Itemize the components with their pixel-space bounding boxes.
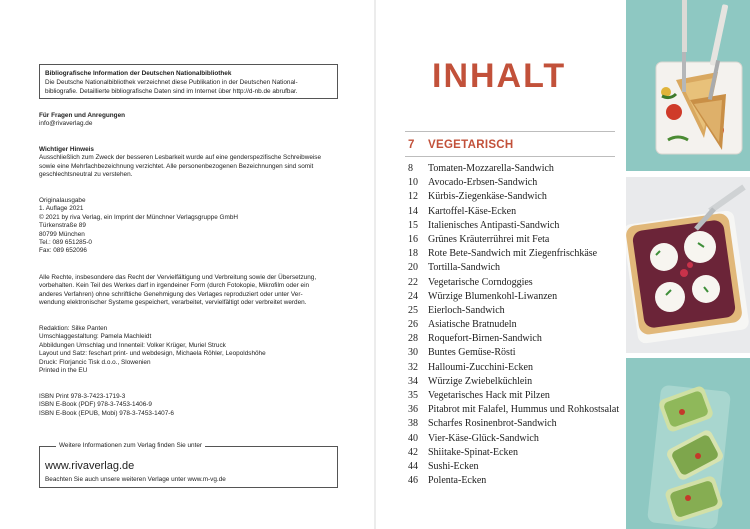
toc-entry-label: Roquefort-Birnen-Sandwich xyxy=(428,333,542,345)
toc-entry[interactable] xyxy=(408,460,619,474)
publisher-info-box xyxy=(39,442,338,488)
edition-line: Tel.: 089 651285-0 xyxy=(39,239,92,247)
info-note: Beachten Sie auch unsere weiteren Verlage unter www.m-vg.de xyxy=(45,476,226,483)
toc-entry-page: 40 xyxy=(408,432,418,444)
toc-entry-label: Tomaten-Mozzarella-Sandwich xyxy=(428,163,554,174)
toc-entry[interactable] xyxy=(408,304,619,318)
toast-sandwich-image xyxy=(626,0,750,171)
toc-entry[interactable] xyxy=(408,190,619,204)
toc-entry-page: 8 xyxy=(408,163,413,174)
toc-entry-label: Buntes Gemüse-Rösti xyxy=(428,347,516,359)
toc-entry-page: 18 xyxy=(408,248,418,260)
toc-entry-label: Scharfes Rosinenbrot-Sandwich xyxy=(428,418,557,430)
notice-line: geschlechtsneutral zu verstehen. xyxy=(39,171,133,179)
toc-entry-label: Halloumi-Zucchini-Ecken xyxy=(428,361,533,373)
toc-entry-page: 34 xyxy=(408,375,418,387)
toc-entry-label: Pitabrot mit Falafel, Hummus und Rohkostsalat xyxy=(428,404,620,416)
rights-line: anderes Verfahren) ohne schriftliche Genehmigung des Verlages reproduziert oder unter Ver- xyxy=(39,290,303,298)
biblio-line: Die Deutsche Nationalbibliothek verzeichnet diese Publikation in der Deutschen National- xyxy=(45,79,298,86)
toc-entry-label: Vier-Käse-Glück-Sandwich xyxy=(428,432,539,444)
edition-block xyxy=(39,197,339,256)
credits-line: Redaktion: Silke Panten xyxy=(39,325,108,332)
isbn-line: ISBN Print 978-3-7423-1719-3 xyxy=(39,393,126,400)
toc-entry-page: 26 xyxy=(408,319,418,331)
credits-line: Druck: Florjancic Tisk d.o.o., Slowenien xyxy=(39,358,151,366)
edition-line: Originalausgabe xyxy=(39,197,86,204)
toc-entry-label: Asiatische Bratnudeln xyxy=(428,319,517,331)
zucchini-rolls-photo xyxy=(626,358,750,529)
section-heading xyxy=(408,139,514,151)
edition-line: Türkenstraße 89 xyxy=(39,222,86,230)
contact-block xyxy=(39,112,339,129)
contact-heading: Für Fragen und Anregungen xyxy=(39,112,126,119)
toc-entry-page: 28 xyxy=(408,333,418,345)
notice-heading: Wichtiger Hinweis xyxy=(39,146,94,153)
beet-sandwich-image xyxy=(626,177,750,353)
contact-email: info@rivaverlag.de xyxy=(39,120,93,128)
toc-entry[interactable] xyxy=(408,290,619,304)
beet-sandwich-photo xyxy=(626,177,750,353)
rights-line: Alle Rechte, insbesondere das Recht der Vervielfältigung und Verbreitung sowie der Übersetzung, xyxy=(39,274,317,281)
credits-line: Layout und Satz: feschart print- und webdesign, Michaela Röhler, Leopoldshöhe xyxy=(39,350,266,358)
publisher-url-link[interactable]: www.rivaverlag.de xyxy=(45,460,135,472)
toc-entry[interactable] xyxy=(408,474,619,488)
edition-line: © 2021 by riva Verlag, ein Imprint der Münchner Verlagsgruppe GmbH xyxy=(39,213,239,221)
section-rule-top xyxy=(405,131,615,132)
credits-line: Abbildungen Umschlag und Innenteil: Volker Krüger, Muriel Struck xyxy=(39,341,226,349)
credits-block xyxy=(39,325,339,375)
toc-entry-label: Grünes Kräuterrührei mit Feta xyxy=(428,233,550,245)
toc-entry-page: 36 xyxy=(408,404,418,416)
zucchini-rolls-image xyxy=(626,358,750,529)
isbn-line: ISBN E-Book (EPUB, Mobi) 978-3-7453-1407-6 xyxy=(39,409,174,417)
toc-entry-page: 42 xyxy=(408,446,418,458)
toc-entry[interactable] xyxy=(408,176,619,190)
toc-entry[interactable] xyxy=(408,403,619,417)
info-caption: Weitere Informationen zum Verlag finden Sie unter xyxy=(56,442,205,449)
toc-entry[interactable] xyxy=(408,247,619,261)
toc-entry-page: 44 xyxy=(408,460,418,472)
toc-entry[interactable] xyxy=(408,332,619,346)
biblio-box xyxy=(39,64,338,99)
toc-entry[interactable] xyxy=(408,162,619,176)
toc-entry-page: 20 xyxy=(408,262,418,274)
toc-entry-page: 38 xyxy=(408,418,418,430)
edition-line: Fax: 089 652096 xyxy=(39,247,87,255)
toc-list xyxy=(408,162,619,488)
toc-entry-label: Vegetarische Corndoggies xyxy=(428,276,533,288)
toc-entry-page: 10 xyxy=(408,177,418,189)
toc-entry[interactable] xyxy=(408,389,619,403)
section-label: VEGETARISCH xyxy=(428,139,514,151)
biblio-line: bibliografie. Detaillierte bibliografische Daten sind im Internet über http://d-nb.de abrufbar. xyxy=(45,88,298,95)
toc-entry[interactable] xyxy=(408,417,619,431)
isbn-line: ISBN E-Book (PDF) 978-3-7453-1406-9 xyxy=(39,401,152,409)
toc-entry[interactable] xyxy=(408,276,619,290)
toc-entry-page: 32 xyxy=(408,361,418,373)
rights-block xyxy=(39,274,339,308)
toast-sandwich-photo xyxy=(626,0,750,171)
toc-entry-label: Würzige Zwiebelküchlein xyxy=(428,375,533,387)
toc-entry[interactable] xyxy=(408,205,619,219)
edition-line: 80799 München xyxy=(39,230,85,238)
toc-entry[interactable] xyxy=(408,346,619,360)
credits-line: Printed in the EU xyxy=(39,367,88,375)
rights-line: vorbehalten. Kein Teil des Werkes darf in irgendeiner Form (durch Fotokopie, Mikrofilm oder ein xyxy=(39,282,310,290)
toc-entry-page: 14 xyxy=(408,205,418,217)
edition-line: 1. Auflage 2021 xyxy=(39,205,84,213)
toc-entry-label: Rote Bete-Sandwich mit Ziegenfrischkäse xyxy=(428,248,598,260)
toc-entry[interactable] xyxy=(408,261,619,275)
toc-entry[interactable] xyxy=(408,432,619,446)
toc-entry[interactable] xyxy=(408,375,619,389)
toc-entry[interactable] xyxy=(408,233,619,247)
toc-entry-label: Würzige Blumenkohl-Liwanzen xyxy=(428,290,558,302)
toc-entry-page: 22 xyxy=(408,276,418,288)
toc-entry-page: 30 xyxy=(408,347,418,359)
isbn-block xyxy=(39,393,339,418)
toc-entry[interactable] xyxy=(408,361,619,375)
toc-entry[interactable] xyxy=(408,318,619,332)
toc-entry-label: Kartoffel-Käse-Ecken xyxy=(428,205,517,217)
toc-entry-page: 46 xyxy=(408,475,418,487)
toc-entry-label: Sushi-Ecken xyxy=(428,460,479,472)
toc-entry[interactable] xyxy=(408,446,619,460)
toc-entry-page: 25 xyxy=(408,304,418,316)
toc-entry-page: 35 xyxy=(408,390,418,401)
credits-line: Umschlaggestaltung: Pamela Machleidt xyxy=(39,333,152,341)
section-page: 7 xyxy=(408,139,415,151)
section-rule-bottom xyxy=(405,156,615,157)
toc-entry-label: Kürbis-Ziegenkäse-Sandwich xyxy=(428,191,547,203)
toc-entry-label: Polenta-Ecken xyxy=(428,475,487,487)
toc-entry-label: Tortilla-Sandwich xyxy=(428,262,501,274)
photo-column xyxy=(626,0,750,529)
contents-title: INHALT xyxy=(432,57,567,95)
biblio-title: Bibliografische Information der Deutschen Nationalbibliothek xyxy=(45,70,232,77)
toc-entry-page: 15 xyxy=(408,219,418,231)
notice-block xyxy=(39,146,339,180)
toc-entry-page: 12 xyxy=(408,191,418,203)
toc-entry-label: Vegetarisches Hack mit Pilzen xyxy=(428,390,550,401)
notice-line: sowie eine Mehrfachbezeichnung verzichtet. Alle personenbezogenen Bezeichnungen sind somit xyxy=(39,162,314,170)
toc-entry-label: Shiitake-Spinat-Ecken xyxy=(428,446,518,458)
toc-entry-page: 24 xyxy=(408,290,418,302)
toc-entry-page: 16 xyxy=(408,233,418,245)
rights-line: wendung elektronischer Systeme gespeichert, verarbeitet, vervielfältigt oder verbreitet werden. xyxy=(39,299,307,307)
toc-entry[interactable] xyxy=(408,219,619,233)
toc-entry-label: Eierloch-Sandwich xyxy=(428,304,505,316)
toc-entry-label: Italienisches Antipasti-Sandwich xyxy=(428,219,560,231)
toc-entry-label: Avocado-Erbsen-Sandwich xyxy=(428,177,538,189)
notice-line: Ausschließlich zum Zweck der besseren Lesbarkeit wurde auf eine genderspezifische Schreibweise xyxy=(39,154,322,162)
